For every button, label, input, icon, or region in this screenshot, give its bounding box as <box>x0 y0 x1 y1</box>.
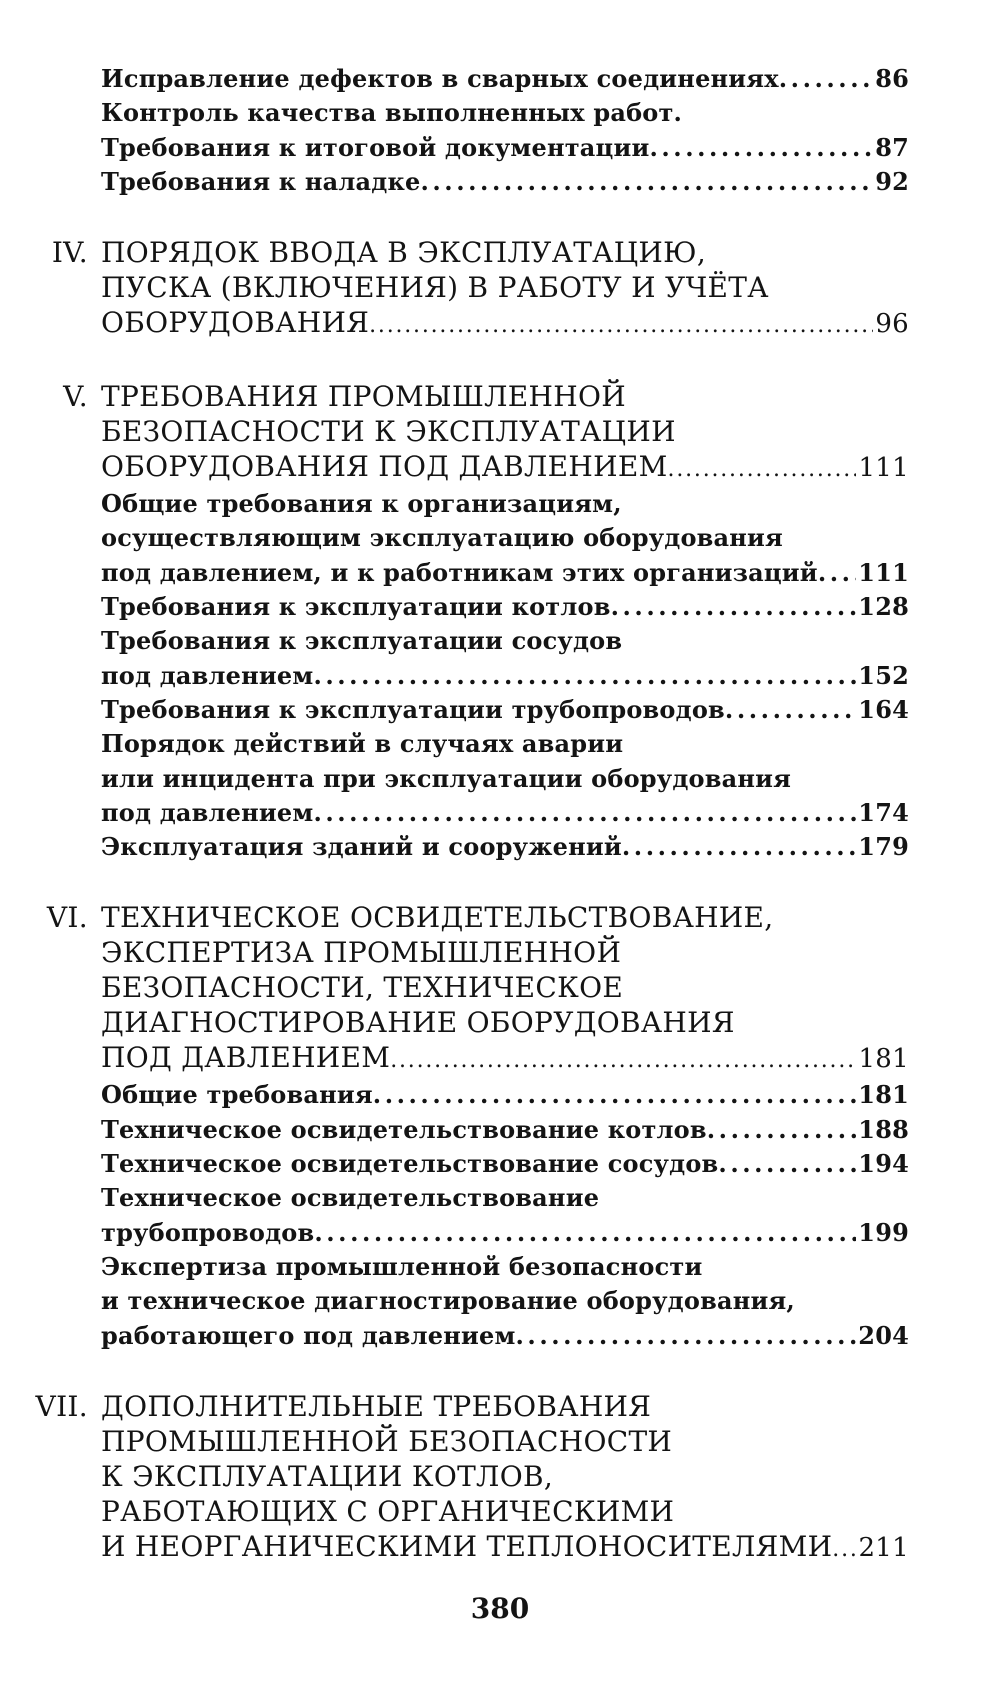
title-line: Требования к наладке <box>101 166 421 196</box>
toc-leader-row <box>101 449 909 487</box>
title-line: или инцидента при эксплуатации оборудования <box>101 763 792 793</box>
toc-leader-row <box>101 131 909 165</box>
title-line: Порядок действий в случаях аварии <box>101 729 624 759</box>
page-number: 380 <box>470 1592 530 1625</box>
toc-entry <box>0 590 1000 624</box>
toc-section <box>0 900 1000 1078</box>
toc-entry <box>0 1250 1000 1353</box>
entry-title <box>101 830 909 864</box>
title-line: ПОД ДАВЛЕНИЕМ <box>101 1041 391 1075</box>
toc-entry <box>0 165 1000 199</box>
toc-leader-row <box>101 1147 909 1181</box>
toc-leader-row <box>101 693 909 727</box>
title-line: ОБОРУДОВАНИЯ <box>101 306 370 340</box>
toc-leader-row <box>101 1113 909 1147</box>
dot-leader <box>707 1113 857 1147</box>
dot-leader <box>779 62 873 96</box>
section-numeral: V. <box>63 380 88 414</box>
toc-entry <box>0 62 1000 96</box>
entry-title <box>101 1389 909 1567</box>
entry-title <box>101 96 909 165</box>
title-line: и техническое диагностирование оборудования, <box>101 1286 795 1316</box>
entry-page-number: 181 <box>858 1080 909 1110</box>
title-line: ЭКСПЕРТИЗА ПРОМЫШЛЕННОЙ <box>101 936 622 970</box>
title-line: Общие требования <box>101 1080 373 1110</box>
entry-title <box>101 1181 909 1250</box>
entry-page-number: 211 <box>858 1532 909 1563</box>
dot-leader <box>649 131 873 165</box>
toc-entry <box>0 693 1000 727</box>
toc-entry <box>0 96 1000 165</box>
entry-page-number: 86 <box>875 64 909 93</box>
title-line: Экспертиза промышленной безопасности <box>101 1251 703 1281</box>
dot-leader <box>516 1319 857 1353</box>
entry-page-number: 152 <box>858 660 909 690</box>
title-line: ДИАГНОСТИРОВАНИЕ ОБОРУДОВАНИЯ <box>101 1006 735 1040</box>
entry-page-number: 164 <box>858 694 909 724</box>
entry-page-number: 188 <box>858 1114 909 1144</box>
toc-leader-row <box>101 1040 909 1078</box>
toc-entry <box>0 1113 1000 1147</box>
entry-page-number: 194 <box>858 1149 909 1179</box>
toc-entry <box>0 727 1000 830</box>
title-line: осуществляющим эксплуатацию оборудования <box>101 523 783 553</box>
toc-entry <box>0 1147 1000 1181</box>
entry-page-number: 199 <box>858 1217 909 1247</box>
entry-page-number: 181 <box>858 1044 909 1075</box>
title-line: под давлением, и к работникам этих организаций <box>101 557 818 587</box>
entry-page-number: 111 <box>858 557 909 587</box>
title-line: Общие требования к организациям, <box>101 489 622 519</box>
title-line: под давлением <box>101 660 314 690</box>
title-line: Требования к эксплуатации трубопроводов <box>101 694 725 724</box>
dot-leader <box>725 693 856 727</box>
toc-leader-row <box>101 305 909 343</box>
title-line: БЕЗОПАСНОСТИ, ТЕХНИЧЕСКОЕ <box>101 971 624 1005</box>
toc-entry <box>0 830 1000 864</box>
dot-leader <box>314 1216 856 1250</box>
entry-title <box>101 1078 909 1112</box>
entry-title <box>101 900 909 1078</box>
title-line: ПРОМЫШЛЕННОЙ БЕЗОПАСНОСТИ <box>101 1424 673 1458</box>
toc-entry <box>0 1181 1000 1250</box>
dot-leader <box>818 556 856 590</box>
section-numeral: IV. <box>51 236 88 270</box>
toc-leader-row <box>101 796 909 830</box>
dot-leader <box>420 165 873 199</box>
title-line: Требования к эксплуатации сосудов <box>101 626 623 656</box>
entry-title <box>101 693 909 727</box>
entry-title <box>101 379 909 487</box>
toc-section <box>0 235 1000 343</box>
toc-leader-row <box>101 62 909 96</box>
title-line: Техническое освидетельствование котлов <box>101 1114 707 1144</box>
title-line: Эксплуатация зданий и сооружений <box>101 832 622 862</box>
title-line: РАБОТАЮЩИХ С ОРГАНИЧЕСКИМИ <box>101 1494 675 1528</box>
title-line: ПОРЯДОК ВВОДА В ЭКСПЛУАТАЦИЮ, <box>101 236 707 270</box>
title-line: И НЕОРГАНИЧЕСКИМИ ТЕПЛОНОСИТЕЛЯМИ <box>101 1529 833 1563</box>
title-line: БЕЗОПАСНОСТИ К ЭКСПЛУАТАЦИИ <box>101 415 676 449</box>
entry-page-number: 128 <box>858 592 909 622</box>
entry-title <box>101 165 909 199</box>
entry-page-number: 204 <box>858 1320 909 1350</box>
title-line: трубопроводов <box>101 1217 315 1247</box>
entry-title <box>101 590 909 624</box>
title-line: ТРЕБОВАНИЯ ПРОМЫШЛЕННОЙ <box>101 380 626 414</box>
entry-title <box>101 487 909 590</box>
toc-leader-row <box>101 1319 909 1353</box>
toc-leader-row <box>101 165 909 199</box>
title-line: Исправление дефектов в сварных соединениях <box>101 64 779 93</box>
dot-leader <box>718 1147 856 1181</box>
toc-leader-row <box>101 1078 909 1112</box>
toc-leader-row <box>101 830 909 864</box>
entry-title <box>101 1250 909 1353</box>
entry-page-number: 92 <box>875 166 909 196</box>
dot-leader <box>390 1040 856 1078</box>
dot-leader <box>313 796 856 830</box>
title-line: Требования к итоговой документации <box>101 132 650 162</box>
title-line: ТЕХНИЧЕСКОЕ ОСВИДЕТЕЛЬСТВОВАНИЕ, <box>101 901 774 935</box>
entry-page-number: 111 <box>858 453 909 484</box>
toc-section <box>0 1389 1000 1567</box>
table-of-contents <box>0 62 1000 1567</box>
toc-leader-row <box>101 590 909 624</box>
entry-title <box>101 62 909 96</box>
toc-entry <box>0 624 1000 693</box>
entry-title <box>101 624 909 693</box>
entry-title <box>101 1113 909 1147</box>
toc-leader-row <box>101 556 909 590</box>
title-line: ОБОРУДОВАНИЯ ПОД ДАВЛЕНИЕМ <box>101 450 668 484</box>
title-line: работающего под давлением <box>101 1320 516 1350</box>
toc-section <box>0 379 1000 487</box>
title-line: Техническое освидетельствование <box>101 1183 600 1213</box>
title-line: Техническое освидетельствование сосудов <box>101 1149 719 1179</box>
section-numeral: VII. <box>35 1389 88 1423</box>
dot-leader <box>668 449 857 487</box>
toc-entry <box>0 1078 1000 1112</box>
dot-leader <box>373 1078 857 1112</box>
entry-title <box>101 235 909 343</box>
entry-title <box>101 727 909 830</box>
entry-title <box>101 1147 909 1181</box>
title-line: ПУСКА (ВКЛЮЧЕНИЯ) В РАБОТУ И УЧЁТА <box>101 271 769 305</box>
title-line: под давлением <box>101 797 314 827</box>
toc-leader-row <box>101 659 909 693</box>
title-line: Требования к эксплуатации котлов <box>101 592 611 622</box>
title-line: ДОПОЛНИТЕЛЬНЫЕ ТРЕБОВАНИЯ <box>101 1389 652 1423</box>
title-line: Контроль качества выполненных работ. <box>101 98 683 128</box>
dot-leader <box>622 830 856 864</box>
dot-leader <box>369 305 873 343</box>
toc-leader-row <box>101 1529 909 1567</box>
entry-page-number: 179 <box>858 832 909 862</box>
title-line: К ЭКСПЛУАТАЦИИ КОТЛОВ, <box>101 1459 554 1493</box>
entry-page-number: 174 <box>858 797 909 827</box>
entry-page-number: 87 <box>875 132 909 162</box>
dot-leader <box>832 1529 856 1567</box>
section-numeral: VI. <box>46 901 88 935</box>
entry-page-number: 96 <box>875 309 909 340</box>
toc-entry <box>0 487 1000 590</box>
toc-leader-row <box>101 1216 909 1250</box>
dot-leader <box>313 659 856 693</box>
dot-leader <box>611 590 857 624</box>
